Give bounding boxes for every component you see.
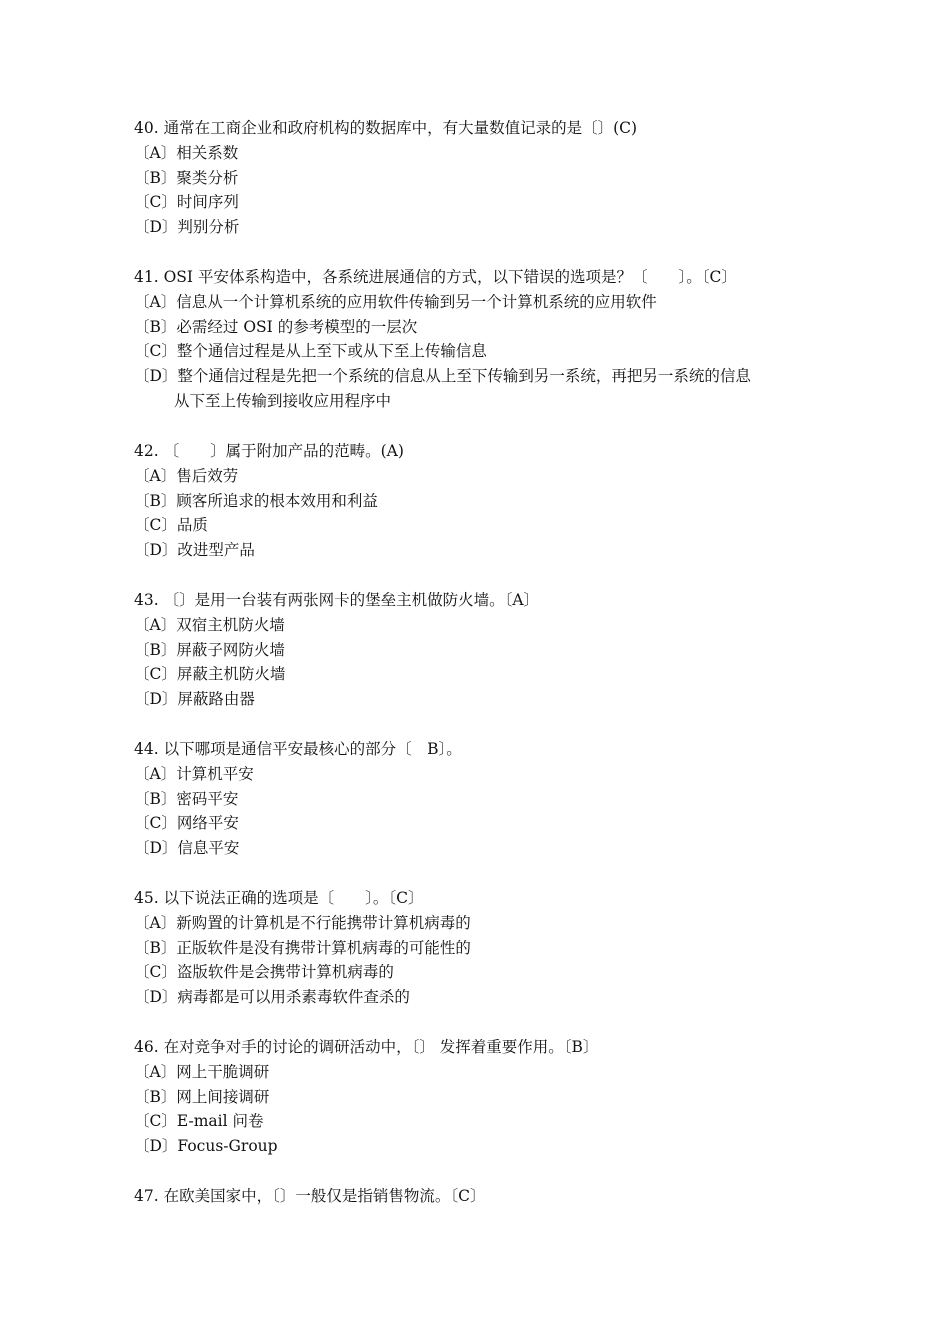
option-b: 〔B〕密码平安 (134, 789, 239, 808)
question-stem: 41. OSI 平安体系构造中，各系统进展通信的方式，以下错误的选项是？〔 〕。〔C〕 (134, 268, 737, 286)
option-a: 〔A〕计算机平安 (134, 764, 254, 783)
question-41 (134, 265, 834, 414)
option-a: 〔A〕新购置的计算机是不行能携带计算机病毒的 (134, 913, 471, 932)
option-c: 〔C〕品质 (134, 516, 208, 535)
option-a: 〔A〕售后效劳 (134, 466, 239, 485)
option-b: 〔B〕正版软件是没有携带计算机病毒的可能性的 (134, 938, 471, 957)
question-stem: 45. 以下说法正确的选项是〔 〕。〔C〕 (134, 889, 424, 907)
question-stem: 44. 以下哪项是通信平安最核心的部分〔 B〕。 (134, 740, 462, 758)
option-d: 〔D〕信息平安 (134, 839, 240, 858)
option-a: 〔A〕双宿主机防火墙 (134, 615, 285, 634)
question-stem: 40. 通常在工商企业和政府机构的数据库中，有大量数值记录的是〔〕(C) (134, 119, 638, 137)
question-46 (134, 1035, 834, 1159)
option-c: 〔C〕盗版软件是会携带计算机病毒的 (134, 963, 394, 982)
question-stem: 43. 〔〕是用一台装有两张网卡的堡垒主机做防火墙。〔A〕 (134, 591, 540, 609)
option-b: 〔B〕网上间接调研 (134, 1087, 270, 1106)
question-stem: 47. 在欧美国家中，〔〕一般仅是指销售物流。〔C〕 (134, 1187, 486, 1205)
option-c: 〔C〕E-mail 问卷 (134, 1112, 264, 1131)
question-stem: 46. 在对竞争对手的讨论的调研活动中，〔〕 发挥着重要作用。〔B〕 (134, 1038, 599, 1056)
option-a: 〔A〕网上干脆调研 (134, 1062, 270, 1081)
option-b: 〔B〕必需经过 OSI 的参考模型的一层次 (134, 317, 418, 336)
option-d: 〔D〕屏蔽路由器 (134, 690, 255, 709)
option-c: 〔C〕整个通信过程是从上至下或从下至上传输信息 (134, 342, 487, 361)
question-40 (134, 116, 834, 240)
option-a: 〔A〕信息从一个计算机系统的应用软件传输到另一个计算机系统的应用软件 (134, 292, 657, 311)
question-42 (134, 439, 834, 563)
option-d: 〔D〕判别分析 (134, 218, 240, 237)
option-b: 〔B〕聚类分析 (134, 168, 239, 187)
option-b: 〔B〕屏蔽子网防火墙 (134, 640, 285, 659)
option-d-continuation: 从下至上传输到接收应用程序中 (174, 391, 392, 410)
question-43 (134, 588, 834, 712)
option-a: 〔A〕相关系数 (134, 143, 239, 162)
option-d: 〔D〕整个通信过程是先把一个系统的信息从上至下传输到另一系统，再把另一系统的信息 (134, 367, 751, 386)
question-45 (134, 886, 834, 1010)
question-stem: 42. 〔 〕属于附加产品的范畴。(A) (134, 442, 404, 460)
option-c: 〔C〕屏蔽主机防火墙 (134, 665, 286, 684)
option-c: 〔C〕时间序列 (134, 193, 239, 212)
option-b: 〔B〕顾客所追求的根本效用和利益 (134, 491, 378, 510)
question-44 (134, 737, 834, 861)
option-c: 〔C〕网络平安 (134, 814, 239, 833)
option-d: 〔D〕病毒都是可以用杀素毒软件查杀的 (134, 988, 410, 1007)
option-d: 〔D〕Focus-Group (134, 1137, 278, 1156)
option-d: 〔D〕改进型产品 (134, 541, 255, 560)
question-47 (134, 1184, 834, 1209)
